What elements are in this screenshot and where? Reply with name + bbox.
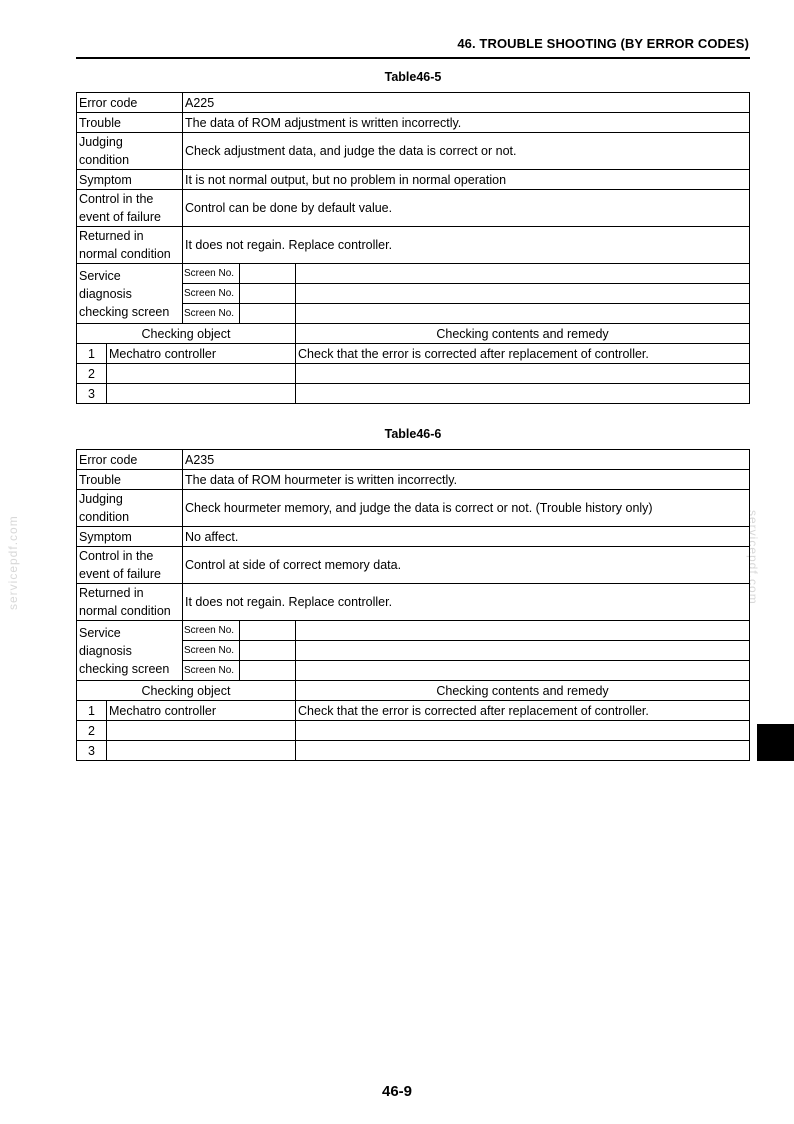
screen-no-value [240, 304, 296, 324]
checking-object [107, 741, 296, 761]
control-label: Control in the event of failure [77, 190, 183, 227]
screen-no-note [296, 264, 750, 284]
table-row [77, 741, 750, 761]
checking-remedy [296, 384, 750, 404]
error-code-label: Error code [77, 93, 183, 113]
screen-no-value [240, 284, 296, 304]
table-row [77, 227, 750, 264]
table-row [77, 190, 750, 227]
row-number: 1 [77, 344, 107, 364]
screen-no-label: Screen No. [183, 641, 240, 661]
table-row [77, 547, 750, 584]
table-row [77, 344, 750, 364]
error-table-a225 [76, 92, 750, 404]
screen-no-value [240, 661, 296, 681]
checking-object [107, 364, 296, 384]
watermark-right: servicepdf.com [746, 510, 760, 605]
screen-no-note [296, 661, 750, 681]
checking-object [107, 384, 296, 404]
screen-no-label: Screen No. [183, 621, 240, 641]
table-row [77, 721, 750, 741]
judging-value: Check hourmeter memory, and judge the data is correct or not. (Trouble history only) [183, 490, 750, 527]
screen-no-value [240, 264, 296, 284]
screen-no-note [296, 304, 750, 324]
table-row [77, 470, 750, 490]
control-label: Control in the event of failure [77, 547, 183, 584]
symptom-value: It is not normal output, but no problem in normal operation [183, 170, 750, 190]
checking-remedy: Check that the error is corrected after replacement of controller. [296, 344, 750, 364]
symptom-label: Symptom [77, 527, 183, 547]
checking-object [107, 721, 296, 741]
table-row [77, 527, 750, 547]
error-code-value: A225 [183, 93, 750, 113]
table-caption: Table46-6 [384, 427, 442, 441]
trouble-label: Trouble [77, 113, 183, 133]
table-row [77, 450, 750, 470]
error-code-label: Error code [77, 450, 183, 470]
checking-contents-header: Checking contents and remedy [296, 324, 750, 344]
screen-no-label: Screen No. [183, 284, 240, 304]
section-tab-marker [757, 724, 794, 761]
symptom-label: Symptom [77, 170, 183, 190]
returned-value: It does not regain. Replace controller. [183, 584, 750, 621]
returned-label: Returned in normal condition [77, 227, 183, 264]
service-diagnosis-label: Service diagnosis checking screen [77, 621, 183, 681]
watermark-left: servicepdf.com [6, 515, 20, 610]
table-row [77, 93, 750, 113]
service-diagnosis-label: Service diagnosis checking screen [77, 264, 183, 324]
checking-object: Mechatro controller [107, 344, 296, 364]
symptom-value: No affect. [183, 527, 750, 547]
page-header-title: 46. TROUBLE SHOOTING (BY ERROR CODES) [457, 36, 749, 51]
table-caption: Table46-5 [384, 70, 442, 84]
trouble-value: The data of ROM adjustment is written incorrectly. [183, 113, 750, 133]
row-number: 3 [77, 384, 107, 404]
screen-no-value [240, 621, 296, 641]
screen-no-note [296, 284, 750, 304]
screen-no-label: Screen No. [183, 304, 240, 324]
checking-object: Mechatro controller [107, 701, 296, 721]
checking-remedy [296, 364, 750, 384]
judging-label: Judging condition [77, 133, 183, 170]
returned-label: Returned in normal condition [77, 584, 183, 621]
screen-no-value [240, 641, 296, 661]
error-code-value: A235 [183, 450, 750, 470]
row-number: 3 [77, 741, 107, 761]
screen-no-note [296, 621, 750, 641]
table-row [77, 170, 750, 190]
trouble-label: Trouble [77, 470, 183, 490]
checking-object-header: Checking object [77, 681, 296, 701]
checking-contents-header: Checking contents and remedy [296, 681, 750, 701]
checking-remedy [296, 721, 750, 741]
trouble-value: The data of ROM hourmeter is written incorrectly. [183, 470, 750, 490]
row-number: 2 [77, 721, 107, 741]
control-value: Control at side of correct memory data. [183, 547, 750, 584]
table-row [77, 113, 750, 133]
table-row [77, 701, 750, 721]
checking-object-header: Checking object [77, 324, 296, 344]
table-row [77, 384, 750, 404]
page-number: 46-9 [381, 1083, 413, 1100]
table-row [77, 681, 750, 701]
control-value: Control can be done by default value. [183, 190, 750, 227]
screen-no-label: Screen No. [183, 264, 240, 284]
table-row [77, 584, 750, 621]
error-table-a235 [76, 449, 750, 761]
table-row [77, 364, 750, 384]
row-number: 1 [77, 701, 107, 721]
table-row [77, 133, 750, 170]
screen-no-note [296, 641, 750, 661]
returned-value: It does not regain. Replace controller. [183, 227, 750, 264]
table-row [77, 621, 750, 641]
checking-remedy: Check that the error is corrected after replacement of controller. [296, 701, 750, 721]
checking-remedy [296, 741, 750, 761]
header-rule [76, 57, 750, 59]
judging-value: Check adjustment data, and judge the data is correct or not. [183, 133, 750, 170]
table-row [77, 264, 750, 284]
screen-no-label: Screen No. [183, 661, 240, 681]
table-row [77, 324, 750, 344]
table-row [77, 490, 750, 527]
row-number: 2 [77, 364, 107, 384]
judging-label: Judging condition [77, 490, 183, 527]
